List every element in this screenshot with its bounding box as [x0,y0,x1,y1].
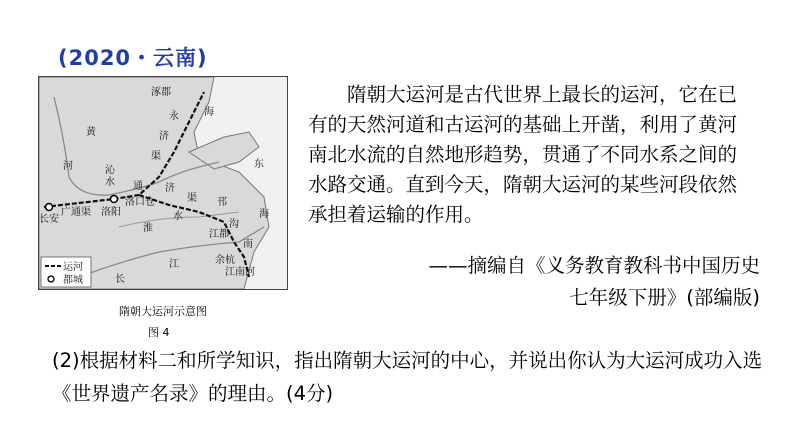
map-label-yongji2: 济 [159,131,169,142]
question-text: (2)根据材料二和所学知识，指出隋朝大运河的中心，并说出你认为大运河成功入选《世界遗产名录》的理由。(4分) [52,349,763,405]
map-label-sea3: 海 [259,209,269,220]
changan-capital-marker [46,204,53,211]
map-label-huai2: 水 [173,211,183,222]
source-line-2: 七年级下册》(部编版) [569,286,760,309]
map-label-guangtong: 广通渠 [61,207,91,218]
source-tag: (2020・云南) [58,46,208,70]
map-label-changan: 长安 [39,214,59,225]
passage-text: 隋朝大运河是古代世界上最长的运河，它在已有的天然河道和古运河的基础上开凿，利用了黄河南北水流的自然地形趋势，贯通了不同水系之间的水路交通。直到今天，隋朝大运河的某些河段依然承担着运输的作用。 [308,83,738,226]
map-label-he: 河 [63,161,73,172]
map-label-jiangnan: 江南河 [225,267,255,278]
passage [308,80,756,230]
map-label-luokou: 洛口仓 [125,197,155,208]
map-label-huai: 淮 [143,223,153,234]
map-label-huang: 黄 [86,127,96,138]
map-label-tongji3: 渠 [187,193,197,204]
map-label-tongji2: 济 [165,183,175,194]
figure-label: 图 4 [148,326,170,339]
map-label-sea1: 海 [204,107,214,118]
map-label-yongji: 永 [169,111,179,122]
map-label-nan: 南 [243,239,253,250]
luoyang-capital-marker [111,196,118,203]
map-label-qin: 沁 [105,165,115,176]
map-label-sea2: 东 [254,159,264,170]
map-label-yongji3: 渠 [151,151,161,162]
map-label-jiangdu: 江都 [209,229,229,240]
map-label-jiang: 江 [169,259,179,270]
grand-canal-map [38,76,288,290]
map-label-chang: 长 [115,274,125,285]
map-label-shui: 水 [105,177,115,188]
map-label-han: 邗 [217,197,227,208]
map-label-tongji1: 通 [133,181,143,192]
map-label-gou: 沟 [229,219,239,230]
legend-canal: 运河 [63,262,83,273]
source-line-1: ——摘编自《义务教育教科书中国历史 [428,254,760,277]
map-caption: 隋朝大运河示意图 [119,305,207,318]
legend-capital: 都城 [63,275,83,286]
map-label-luoyang: 洛阳 [101,207,121,218]
map-label-zhuojun: 涿郡 [151,87,171,98]
map-label-yuhang: 余杭 [215,255,235,266]
